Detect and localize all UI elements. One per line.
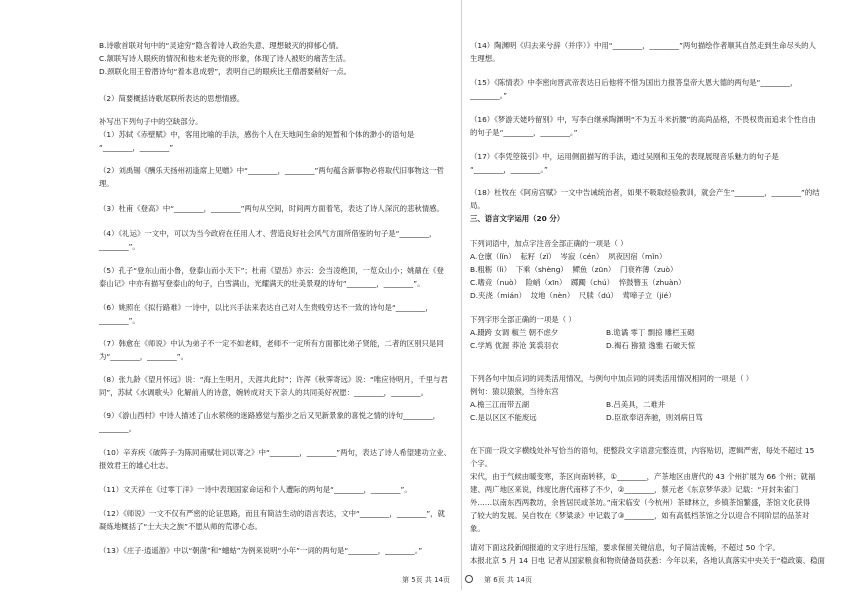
- right-line: （16）《梦游天姥吟留别》中，写李白继承陶渊明“不为五斗米折腰”的高尚品格，不畏权贵而追求个性自由: [470, 115, 816, 124]
- option-d: D.臣欲奉诏奔驰，则刘病日笃: [606, 413, 703, 422]
- left-line: 泰山记》中亦有描写登泰山的句子，白雪满山，光耀满天的壮美景观的诗句“________，________”。: [99, 279, 425, 288]
- passage-line: 宋代，由于气候由暖变寒，茶区向南转移，①________，产茶地区由唐代的 43 个州扩展为 66 个州；就福: [470, 472, 816, 481]
- left-line: D.颈联化用王曾潜诗句“着本息成碧”，表明自己的眼疾比王僧潜要稍好一点。: [99, 67, 352, 76]
- right-line: （17）《李凭箜篌引》中，运用侧面描写的手法，通过吴刚和玉兔的表现展现音乐魅力的句子是: [470, 152, 779, 161]
- left-line: ________。: [99, 424, 136, 433]
- right-line: 的句子是“________，________。”: [470, 128, 578, 137]
- left-line: （9）《游山西村》中诗人描述了山水萦绕的迷路感觉与豁步之后又见新景象的喜悦之情的诗句________，: [99, 411, 440, 420]
- passage-line: 建、两广地区来说，纬度比唐代南移了不少，②________，蔡元老《东京梦华录》记载：“开封朱雀门: [470, 485, 799, 494]
- binding-circle-icon: [465, 575, 473, 583]
- left-line: ________”。: [99, 316, 140, 325]
- left-line: （10）辛弃疾《破阵子·为陈同甫赋壮词以寄之》中“________，________”两句，表达了诗人希望建功立业、: [99, 448, 451, 457]
- page-footer: [0, 575, 860, 589]
- option-a: A.蹑跨 女调 椒兰 朝不虑夕: [470, 328, 559, 337]
- left-line: （11）文天祥在《过零丁洋》一诗中表现国家命运和个人遭际的两句是“________，________”。: [99, 485, 412, 494]
- option-c: C.学鸠 优渥 莽沧 箕裘羽衣: [470, 341, 559, 350]
- left-line: 为“________，________”。: [99, 352, 188, 361]
- left-line: （7）韩愈在《师说》中认为弟子不一定不如老师，老师不一定所有方面都比弟子贤能，二者的区别只是同: [99, 339, 444, 348]
- section-heading: 三、语言文字运用（20 分）: [470, 214, 565, 223]
- passage-line: 了较大的发展。吴自牧在《梦粱录》中记载了③________，如有高低档茶馆之分以迎合不同阶层的品茶对: [470, 511, 810, 520]
- question-stem: 请对下面这段新闻报道的文字进行压缩，要求保留关键信息，句子简洁流畅，不超过 50 个字。: [470, 543, 780, 552]
- right-line: ________。”: [470, 91, 508, 100]
- left-line: （4）《礼运》一文中，可以为当今政府在任用人才、营造良好社会风气方面所借鉴的句子是“________，: [99, 229, 437, 238]
- left-line: （8）张九龄《望月怀远》说：“海上生明月，天涯共此时”；许浑《秋霁寄远》说：“唯应待明月，千里与君: [99, 375, 448, 384]
- question-stem: 下列词语中，加点字注音全部正确的一项是（ ）: [470, 239, 628, 248]
- option-line: A.仓廪（lǐn） 耘籽（zǐ） 岑寂（cén） 夙夜因宿（mǐn）: [470, 252, 667, 261]
- question-stem: 下列各句中加点词的词类活用情况，与例句中加点词的词类活用情况相同的一项是（ ）: [470, 374, 754, 383]
- right-line: 局。: [470, 201, 485, 210]
- passage-line: 外……以南东西两教坊，余皆居民或茶坊。”南宋临安（今杭州）茶肆林立，乡镇茶馆繁盛，茶馆文化获得: [470, 498, 811, 507]
- left-line: （2）简要概括诗歌尾联所表达的思想情感。: [99, 94, 245, 103]
- passage-line: 本报北京 5 月 14 日电 记者从国家粮食和物资储备局获悉：今年以来，各地认真落实中央关于“稳政策、稳面: [470, 556, 825, 565]
- question-line: 个字。: [470, 459, 493, 468]
- left-line: （13）《庄子·逍遥游》中以“朝菌”和“蟪蛄”为例来说明“小年”一词的两句是“________，________。”: [99, 546, 423, 555]
- left-line: ________”。: [99, 242, 140, 251]
- option-c: C.是以区区不能废远: [470, 413, 537, 422]
- option-b: B.吕美具，二难并: [606, 400, 666, 409]
- option-d: D.褐石 猕猿 逸雅 石破天惊: [606, 341, 695, 350]
- left-line: 补写出下列句子中的空缺部分。: [99, 117, 203, 126]
- option-a: A.檐三江而带五湖: [470, 400, 530, 409]
- left-line: （2）刘禹锡《酬乐天扬州初逢席上见赠》中“________，________”两句蕴含新事物必将取代旧事物这一哲: [99, 166, 444, 175]
- example-line: 例句：猿以猿猴，当待东宫: [470, 387, 559, 396]
- question-stem: 在下面一段文字横线处补写恰当的语句，使整段文字语意完整连贯，内容贴切，逻辑严密，每处不超过 15: [470, 446, 815, 455]
- left-line: 凝炼地概括了“士大夫之族”不愿从师的荒谬心态。: [99, 522, 262, 531]
- left-line: （3）杜甫《登高》中“________，________”两句从空间，时间两方面着笔，表达了诗人深沉的悲秋情感。: [99, 204, 444, 213]
- option-line: C.嗜竞（nuò） 险峭（xīn） 踯躅（chú） 悴鼓簪玉（zhuàn）: [470, 278, 686, 287]
- left-line: （5）孔子“登东山而小鲁，登泰山而小天下”；杜甫《望岳》亦云：会当凌绝顶，一览众山小；姚鼐在《登: [99, 266, 444, 275]
- right-line: （18）杜牧在《阿房宫赋》一文中告诫统治者，如果不吸取经验教训，就会产生“________，________”的结: [470, 188, 820, 197]
- right-page-number: 第 6页 共 14页: [484, 576, 533, 584]
- right-line: （14）陶渊明《归去来兮辞（并序）》中用“________，________”两句描绘作者顺其自然走到生命尽头的人: [470, 41, 816, 50]
- left-line: B.诗歌首联对句中的“灵途穷”隐含着诗人政治失意、理想破灭的抑郁心情。: [99, 41, 344, 50]
- question-stem: 下列字形全部正确的一项是（ ）: [470, 315, 576, 324]
- passage-line: 象。: [470, 524, 485, 533]
- option-line: D.夹浇（mián） 坟地（nèn） 尺牍（dú） 莺啼子立（jié）: [470, 291, 676, 300]
- left-line: 理。: [99, 179, 114, 188]
- option-b: B.诡谲 零丁 剽掠 雕栏玉砌: [606, 328, 695, 337]
- left-line: 同”，苏轼《水调歌头》化解前人的诗意，婉转成对天下亲人的共同美好祝愿：________，________。: [99, 388, 429, 397]
- left-line: （12）《师说》一文不仅有严密的论证思路，而且有简洁生动的语言表达，文中“________，________”，就: [99, 509, 445, 518]
- left-page-number: 第 5页 共 14页: [402, 576, 451, 584]
- left-line: （6）姚照在《拟行路难》一诗中，以比兴手法来表达自己对人生贵贱穷达不一致的诗句是“________，: [99, 303, 433, 312]
- right-line: （15）《陈情表》中李密向晋武帝表达日后他将不惜为国出力报答皇帝大恩大德的两句是“________，: [470, 78, 798, 87]
- option-line: B.粗粝（lì） 下乘（shèng） 鳏鱼（zūn） 门衰祚薄（zuò）: [470, 265, 678, 274]
- left-line: 报效君王的雄心壮志。: [99, 461, 173, 470]
- left-line: （1）苏轼《赤壁赋》中，客用比喻的手法，感伤个人在天地间生命的短暂和个体的渺小的语句是: [99, 130, 415, 139]
- left-line: C.颔联写诗人眼疾的情况和他未老先衰的形象，体现了诗人被贬的痛苦生活。: [99, 54, 351, 63]
- left-line: “________，________”: [99, 143, 174, 152]
- right-line: “________，________。”: [470, 165, 548, 174]
- page-divider: [461, 0, 462, 590]
- right-line: 生理想。: [470, 54, 500, 63]
